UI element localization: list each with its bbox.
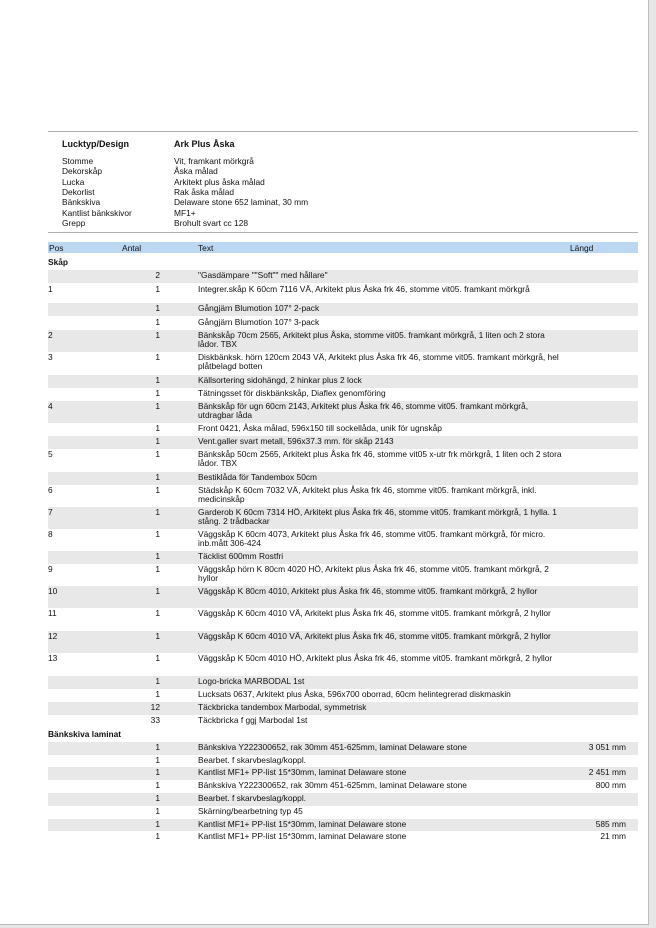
row-qty: 1 (155, 631, 160, 641)
design-value: Ark Plus Åska (174, 139, 235, 149)
row-pos: 5 (48, 449, 53, 459)
row-length: 3 051 mm (588, 742, 626, 752)
row-pos: 2 (48, 330, 53, 340)
table-row (48, 780, 638, 793)
row-text: Väggskåp K 60cm 4010 VÄ, Arkitekt plus Åska frk 46, stomme vit05. framkant mörkgrå, 2 hyllor (198, 608, 551, 618)
info-label: Dekorskåp (62, 166, 103, 177)
table-row (48, 375, 638, 388)
column-qty: Antal (122, 243, 142, 253)
row-qty: 1 (155, 676, 160, 686)
info-value: Brohult svart cc 128 (174, 217, 249, 228)
table-row (48, 586, 638, 608)
row-pos: 4 (48, 401, 53, 411)
row-text: Diskbänksk. hörn 120cm 2043 VÄ, Arkitekt plus Åska frk 46, stomme vit05. framkant mörkgrå, hel plåtbelagd botten (198, 352, 559, 371)
row-pos: 13 (48, 653, 58, 663)
info-value: MF1+ (174, 207, 196, 218)
column-length: Längd (570, 243, 594, 253)
table-column-header (48, 242, 638, 253)
row-qty: 1 (155, 767, 160, 777)
info-value: Rak åska målad (174, 186, 235, 197)
table-row (48, 352, 638, 374)
table-row (48, 284, 638, 303)
info-label: Lucka (62, 176, 85, 187)
table-row (48, 270, 638, 283)
row-text: Väggskåp K 60cm 4073, Arkitekt plus Åska frk 46, stomme vit05. framkant mörkgrå, för micro. inb.mått 306-424 (198, 529, 546, 548)
info-value: Arkitekt plus åska målad (174, 176, 265, 187)
table-row (48, 653, 638, 675)
row-pos: 9 (48, 564, 53, 574)
row-qty: 1 (155, 449, 160, 459)
table-row (48, 401, 638, 423)
row-qty: 1 (155, 330, 160, 340)
row-text: Bänkskiva Y222300652, rak 30mm 451-625mm, laminat Delaware stone (198, 780, 467, 790)
row-text: Städskåp K 60cm 7032 VÄ, Arkitekt plus Åska frk 46, stomme vit05. framkant mörkgrå, inkl. medicinskåp (198, 485, 537, 504)
row-text: Tätningsset för diskbänkskåp, Diaflex genomföring (198, 388, 386, 398)
row-text: Bänkskåp 50cm 2565, Arkitekt plus Åska frk 46, stomme vit05 x-utr frk mörkgrå, 1 liten och 2 stora lådor. TBX (198, 449, 562, 468)
row-text: Kantlist MF1+ PP-list 15*30mm, laminat Delaware stone (198, 831, 407, 841)
row-qty: 1 (155, 352, 160, 362)
row-qty: 1 (155, 608, 160, 618)
row-qty: 2 (155, 270, 160, 280)
info-label: Stomme (62, 156, 94, 166)
info-value: Vit, framkant mörkgrå (174, 156, 254, 166)
table-row (48, 330, 638, 352)
table-row (48, 485, 638, 507)
row-pos: 1 (48, 284, 53, 294)
row-qty: 1 (155, 303, 160, 313)
row-text: Lucksats 0637, Arkitekt plus Åska, 596x700 oborrad, 60cm helintegrerad diskmaskin (198, 689, 511, 699)
row-qty: 1 (155, 388, 160, 398)
table-row (48, 819, 638, 831)
row-qty: 1 (155, 436, 160, 446)
row-text: Täcklist 600mm Rostfri (198, 551, 284, 561)
table-row (48, 436, 638, 449)
info-label: Dekorlist (62, 186, 95, 197)
row-pos: 12 (48, 631, 58, 641)
row-text: Täckbricka tandembox Marbodal, symmetrisk (198, 702, 367, 712)
row-pos: 10 (48, 586, 58, 596)
row-text: Bänkskiva Y222300652, rak 30mm 451-625mm, laminat Delaware stone (198, 742, 467, 752)
table-row (48, 631, 638, 653)
row-text: Front 0421, Åska målad, 596x150 till sockellåda, unik för ugnskåp (198, 423, 442, 433)
row-qty: 1 (155, 423, 160, 433)
row-qty: 1 (155, 831, 160, 841)
row-pos: 8 (48, 529, 53, 539)
row-qty: 1 (155, 742, 160, 752)
row-length: 2 451 mm (588, 767, 626, 777)
row-qty: 1 (155, 284, 160, 294)
row-qty: 1 (155, 793, 160, 803)
row-text: Gångjärn Blumotion 107° 3-pack (198, 317, 320, 327)
table-row (48, 303, 638, 316)
row-qty: 1 (155, 780, 160, 790)
table-row (48, 529, 638, 551)
table-row (48, 831, 638, 843)
table-row (48, 793, 638, 806)
row-text: Täckbricka f ggj Marbodal 1st (198, 715, 308, 725)
row-qty: 1 (155, 551, 160, 561)
info-label: Kantlist bänkskivor (62, 207, 132, 218)
row-qty: 1 (155, 507, 160, 517)
row-qty: 1 (155, 375, 160, 385)
info-value: Åska målad (174, 166, 218, 177)
row-text: Bestiklåda för Tandembox 50cm (198, 472, 318, 482)
row-qty: 33 (150, 715, 160, 725)
table-row (48, 608, 638, 630)
row-qty: 1 (155, 529, 160, 539)
row-text: Väggskåp K 60cm 4010 VÄ, Arkitekt plus Åska frk 46, stomme vit05. framkant mörkgrå, 2 hyllor (198, 631, 551, 641)
info-value: Delaware stone 652 laminat, 30 mm (174, 197, 309, 208)
table-row (48, 507, 638, 529)
row-text: Väggskåp K 80cm 4010, Arkitekt plus Åska frk 46, stomme vit05. framkant mörkgrå, 2 hyllor (198, 586, 538, 596)
row-qty: 1 (155, 755, 160, 765)
design-label: Lucktyp/Design (62, 139, 130, 149)
row-qty: 1 (155, 317, 160, 327)
row-qty: 1 (155, 485, 160, 495)
row-qty: 12 (150, 702, 160, 712)
row-text: Bearbet. f skarvbeslag/koppl. (198, 755, 307, 765)
table-row (48, 388, 638, 401)
row-text: Skärning/bearbetning typ 45 (198, 806, 303, 816)
row-qty: 1 (155, 472, 160, 482)
row-qty: 1 (155, 689, 160, 699)
table-row (48, 689, 638, 702)
row-qty: 1 (155, 806, 160, 816)
row-qty: 1 (155, 819, 160, 829)
table-row (48, 742, 638, 755)
table-row (48, 317, 638, 330)
row-qty: 1 (155, 564, 160, 574)
row-pos: 6 (48, 485, 53, 495)
row-text: "Gasdämpare ""Soft"" med hållare" (198, 270, 328, 280)
header-divider (48, 232, 638, 233)
table-row (48, 676, 638, 689)
row-text: Kantlist MF1+ PP-list 15*30mm, laminat Delaware stone (198, 767, 407, 777)
row-text: Väggskåp K 50cm 4010 HÖ, Arkitekt plus Åska frk 46, stomme vit05. framkant mörkgrå, 2 hyllor (198, 653, 553, 663)
row-qty: 1 (155, 586, 160, 596)
section-title-countertop: Bänkskiva laminat (48, 729, 122, 739)
row-text: Integrer.skåp K 60cm 7116 VÄ, Arkitekt plus Åska frk 46, stomme vit05. framkant mörkgrå (198, 284, 530, 294)
column-pos: Pos (49, 243, 64, 253)
table-row (48, 702, 638, 715)
info-label: Grepp (62, 217, 86, 228)
column-text: Text (198, 243, 214, 253)
row-text: Gångjärn Blumotion 107° 2-pack (198, 303, 320, 313)
row-text: Garderob K 60cm 7314 HÖ, Arkitekt plus Åska frk 46, stomme vit05. framkant mörkgrå, 1 hylla. 1 stång. 2 trådbackar (198, 507, 557, 526)
table-row (48, 767, 638, 780)
row-length: 21 mm (600, 831, 626, 841)
row-text: Logo-bricka MARBODAL 1st (198, 676, 305, 686)
table-row (48, 551, 638, 564)
table-row (48, 806, 638, 819)
table-row (48, 472, 638, 485)
table-row (48, 715, 638, 728)
top-divider (48, 131, 638, 132)
row-text: Kantlist MF1+ PP-list 15*30mm, laminat Delaware stone (198, 819, 407, 829)
row-text: Väggskåp hörn K 80cm 4020 HÖ, Arkitekt plus Åska frk 46, stomme vit05. framkant mörkgrå, 2 hyllor (198, 564, 549, 583)
row-pos: 7 (48, 507, 53, 517)
row-pos: 11 (48, 608, 57, 618)
section-title-cabinets: Skåp (48, 257, 69, 267)
row-pos: 3 (48, 352, 53, 362)
table-row (48, 755, 638, 767)
info-label: Bänkskiva (62, 197, 101, 208)
row-text: Bänkskåp för ugn 60cm 2143, Arkitekt plus Åska frk 46, stomme vit05. framkant mörkgrå, utdragbar låda (198, 401, 529, 420)
table-row (48, 564, 638, 586)
table-row (48, 449, 638, 471)
row-text: Bearbet. f skarvbeslag/koppl. (198, 793, 307, 803)
row-length: 800 mm (595, 780, 626, 790)
row-text: Källsortering sidohängd, 2 hinkar plus 2 lock (198, 375, 362, 385)
row-text: Vent.galler svart metall, 596x37.3 mm. för skåp 2143 (198, 436, 394, 446)
row-length: 585 mm (595, 819, 626, 829)
row-text: Bänkskåp 70cm 2565, Arkitekt plus Åska, stomme vit05. framkant mörkgrå, 1 liten och 2 stora lådor. TBX (198, 330, 545, 349)
row-qty: 1 (155, 653, 160, 663)
row-qty: 1 (155, 401, 160, 411)
table-row (48, 423, 638, 436)
